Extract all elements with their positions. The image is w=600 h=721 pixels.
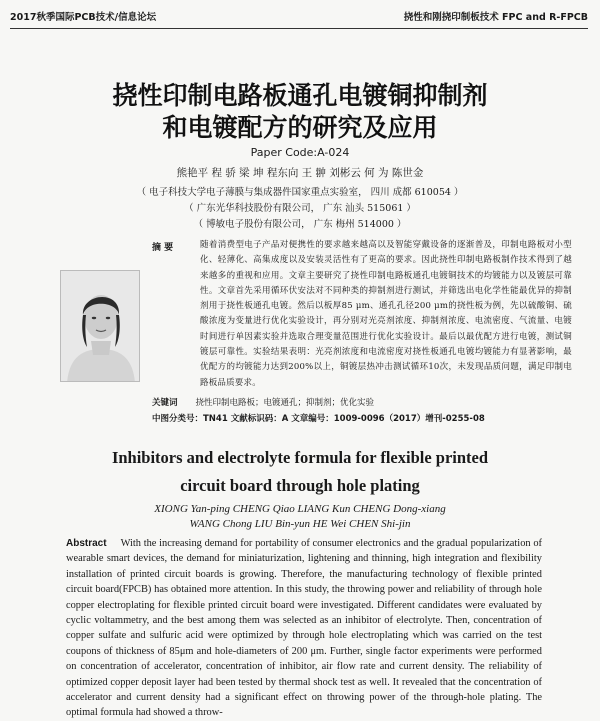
affiliation-2: （ 广东光华科技股份有限公司， 广东 汕头 515061 ） <box>184 203 416 214</box>
abstract-cn-text: 随着消费型电子产品对便携性的要求越来越高以及智能穿戴设备的逐渐普及，印制电路板对小型化、轻薄化、高集成度以及安装灵活性有了更高的要求。因此挠性印制电路板制作技术得到了越来越多的重视和应用。文章主要研究了挠性印制电路板通孔电镀铜技术的均镀能力以及镀层可靠性。文章首先采用循环伏安法对不同种类的抑制剂进行测试，并筛选出电化学性能最优异的抑制剂用于挠性板通孔电镀。然后以板厚85 μm、通孔孔径200 μm的挠性板为例，先以硫酸铜、硫酸浓度为变量进行优化实验设计，再分别对光亮剂浓度、抑制剂浓度、电流密度、气流量、电镀时间进行单因素实验并选取合理变量范围进行优化实验设计。最后以最优配方进行电镀，测试铜镀层可靠性。实验结果表明：光亮剂浓度和电流密度对挠性板通孔电镀均镀能力有显著影响，最优配方的均镀能力达到200%以上，铜镀层热冲击测试循环10次，未发现品质问题，满足印制电路板品质要求。 <box>200 240 572 388</box>
affiliation-1: （ 电子科技大学电子薄膜与集成器件国家重点实验室， 四川 成都 610054 ） <box>136 187 464 198</box>
header-rule <box>10 28 588 29</box>
title-en-line2: circuit board through hole plating <box>180 476 420 495</box>
keywords-cn <box>152 396 572 408</box>
classification-line: 中图分类号：TN41 文献标识码：A 文章编号：1009-0096（2017）增刊-0255-08 <box>152 414 485 424</box>
running-header <box>10 6 588 26</box>
abstract-cn-label: 摘 要 <box>152 243 174 253</box>
keywords-cn-text: 挠性印制电路板；电镀通孔；抑制剂；优化实验 <box>195 398 375 408</box>
author-photo <box>60 270 140 382</box>
keywords-cn-label: 关键词 <box>152 398 178 408</box>
header-left: 2017秋季国际PCB技术/信息论坛 <box>10 12 157 23</box>
abstract-en-label: Abstract <box>66 538 107 549</box>
authors-en-line2: WANG Chong LIU Bin-yun HE Wei CHEN Shi-jin <box>189 518 411 530</box>
title-en-line1: Inhibitors and electrolyte formula for flexible printed <box>111 448 489 467</box>
header-right: 挠性和刚挠印制板技术 FPC and R-FPCB <box>403 12 588 23</box>
title-cn-line1: 挠性印制电路板通孔电镀铜抑制剂 <box>112 81 488 110</box>
abstract-en-text: With the increasing demand for portability of consumer electronics and the gradual popularization of wearable smart devices, the demand for miniaturization, lightening and thinning, high integration and flexibility installation of printed circuit boards is growing. Therefore, the manufacturing technology of flexible printed circuit board(FPCB) has obtained more attention. In this study, the throwing power and reliability of through hole copper electroplating for flexible printed circuit board were investigated. Different candidates were evaluated by cyclic voltammetry, and the best among them was selected as an inhibitor of electrolyte. Then, concentration of copper sulfate and sulfuric acid were optimized by through hole electroplating which was carried on the test coupons of thickness of 85μm and hole-diameters of 200 μm. Further, single factor experiments were performed on concentration of accelerator, concentration of inhibitor, air flow rate and current density. The reliability of optimized copper deposit layer had been tested by thermal shock test as well. It revealed that the concentration of accelerator and current density had a significant effect on throwing power of the through-hole plating. The optimal formula had showed a throw- <box>66 538 542 719</box>
paper-code: Paper Code:A-024 <box>250 146 350 159</box>
title-cn-line2: 和电镀配方的研究及应用 <box>162 113 438 142</box>
authors-cn: 熊艳平 程 骄 梁 坤 程东向 王 翀 刘彬云 何 为 陈世金 <box>176 167 424 179</box>
abstract-en <box>66 536 542 721</box>
affiliation-3: （ 博敏电子股份有限公司， 广东 梅州 514000 ） <box>193 219 407 230</box>
authors-en-line1: XIONG Yan-ping CHENG Qiao LIANG Kun CHENG Dong-xiang <box>154 503 446 515</box>
